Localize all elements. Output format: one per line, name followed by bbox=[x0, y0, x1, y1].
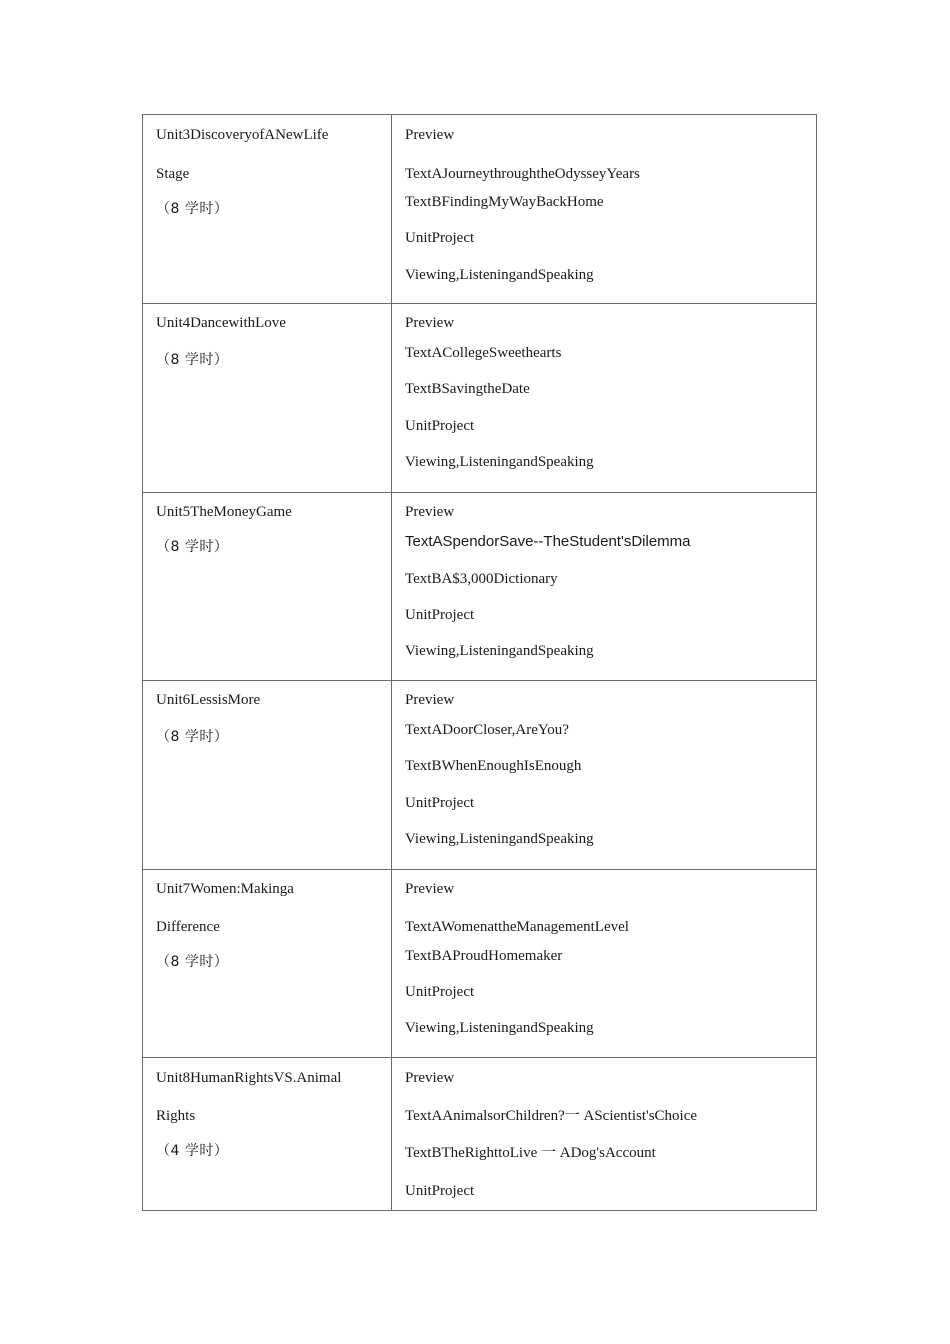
content-item: Viewing,ListeningandSpeaking bbox=[405, 267, 594, 283]
content-item: Viewing,ListeningandSpeaking bbox=[405, 1020, 594, 1036]
table-row bbox=[143, 304, 817, 493]
unit-hours: （4 学时） bbox=[156, 1143, 229, 1159]
syllabus-table bbox=[142, 114, 817, 1211]
content-cell bbox=[392, 304, 817, 493]
content-item: TextAJourneythroughtheOdysseyYears bbox=[405, 166, 640, 182]
unit-title-line: Rights bbox=[156, 1108, 196, 1124]
unit-cell bbox=[143, 1058, 392, 1211]
content-item: TextBTheRighttoLive 一 ADog'sAccount bbox=[405, 1145, 656, 1161]
unit-title-line: Unit3DiscoveryofANewLife bbox=[156, 127, 329, 143]
unit-cell bbox=[143, 304, 392, 493]
content-item: Viewing,ListeningandSpeaking bbox=[405, 831, 594, 847]
content-item: TextACollegeSweethearts bbox=[405, 345, 562, 361]
content-cell bbox=[392, 681, 817, 870]
unit-hours: （8 学时） bbox=[156, 954, 229, 970]
table-row bbox=[143, 493, 817, 681]
content-item: Preview bbox=[405, 881, 455, 897]
unit-title-line: Unit4DancewithLove bbox=[156, 315, 286, 331]
content-item: UnitProject bbox=[405, 230, 475, 246]
content-item: TextADoorCloser,AreYou? bbox=[405, 722, 569, 738]
content-item: Preview bbox=[405, 127, 455, 143]
content-item: UnitProject bbox=[405, 984, 475, 1000]
content-item: Preview bbox=[405, 692, 455, 708]
unit-cell bbox=[143, 115, 392, 304]
content-item: TextASpendorSave--TheStudent'sDilemma bbox=[405, 533, 691, 550]
content-item: TextBWhenEnoughIsEnough bbox=[405, 758, 582, 774]
content-item: Preview bbox=[405, 315, 455, 331]
content-item: Viewing,ListeningandSpeaking bbox=[405, 454, 594, 470]
unit-cell bbox=[143, 681, 392, 870]
unit-title-line: Stage bbox=[156, 166, 190, 182]
content-item: TextAAnimalsorChildren?一 AScientist'sChoice bbox=[405, 1108, 698, 1124]
table-row bbox=[143, 1058, 817, 1211]
content-item: UnitProject bbox=[405, 795, 475, 811]
table-row bbox=[143, 870, 817, 1058]
unit-cell bbox=[143, 493, 392, 681]
unit-hours: （8 学时） bbox=[156, 729, 229, 745]
content-item: TextBA$3,000Dictionary bbox=[405, 571, 558, 587]
table-row bbox=[143, 681, 817, 870]
content-cell bbox=[392, 1058, 817, 1211]
content-item: TextBFindingMyWayBackHome bbox=[405, 194, 604, 210]
content-item: TextAWomenattheManagementLevel bbox=[405, 919, 629, 935]
content-cell bbox=[392, 493, 817, 681]
unit-hours: （8 学时） bbox=[156, 352, 229, 368]
content-item: UnitProject bbox=[405, 418, 475, 434]
unit-title-line: Unit6LessisMore bbox=[156, 692, 261, 708]
content-item: UnitProject bbox=[405, 1183, 475, 1199]
content-item: Viewing,ListeningandSpeaking bbox=[405, 643, 594, 659]
content-cell bbox=[392, 115, 817, 304]
unit-hours: （8 学时） bbox=[156, 539, 229, 555]
content-item: TextBAProudHomemaker bbox=[405, 948, 563, 964]
content-item: Preview bbox=[405, 504, 455, 520]
content-cell bbox=[392, 870, 817, 1058]
unit-title-line: Unit5TheMoneyGame bbox=[156, 504, 292, 520]
content-item: TextBSavingtheDate bbox=[405, 381, 530, 397]
unit-hours: （8 学时） bbox=[156, 201, 229, 217]
unit-title-line: Unit7Women:Makinga bbox=[156, 881, 294, 897]
unit-cell bbox=[143, 870, 392, 1058]
unit-title-line: Difference bbox=[156, 919, 220, 935]
content-item: Preview bbox=[405, 1070, 455, 1086]
unit-title-line: Unit8HumanRightsVS.Animal bbox=[156, 1070, 342, 1086]
content-item: UnitProject bbox=[405, 607, 475, 623]
table-row bbox=[143, 115, 817, 304]
